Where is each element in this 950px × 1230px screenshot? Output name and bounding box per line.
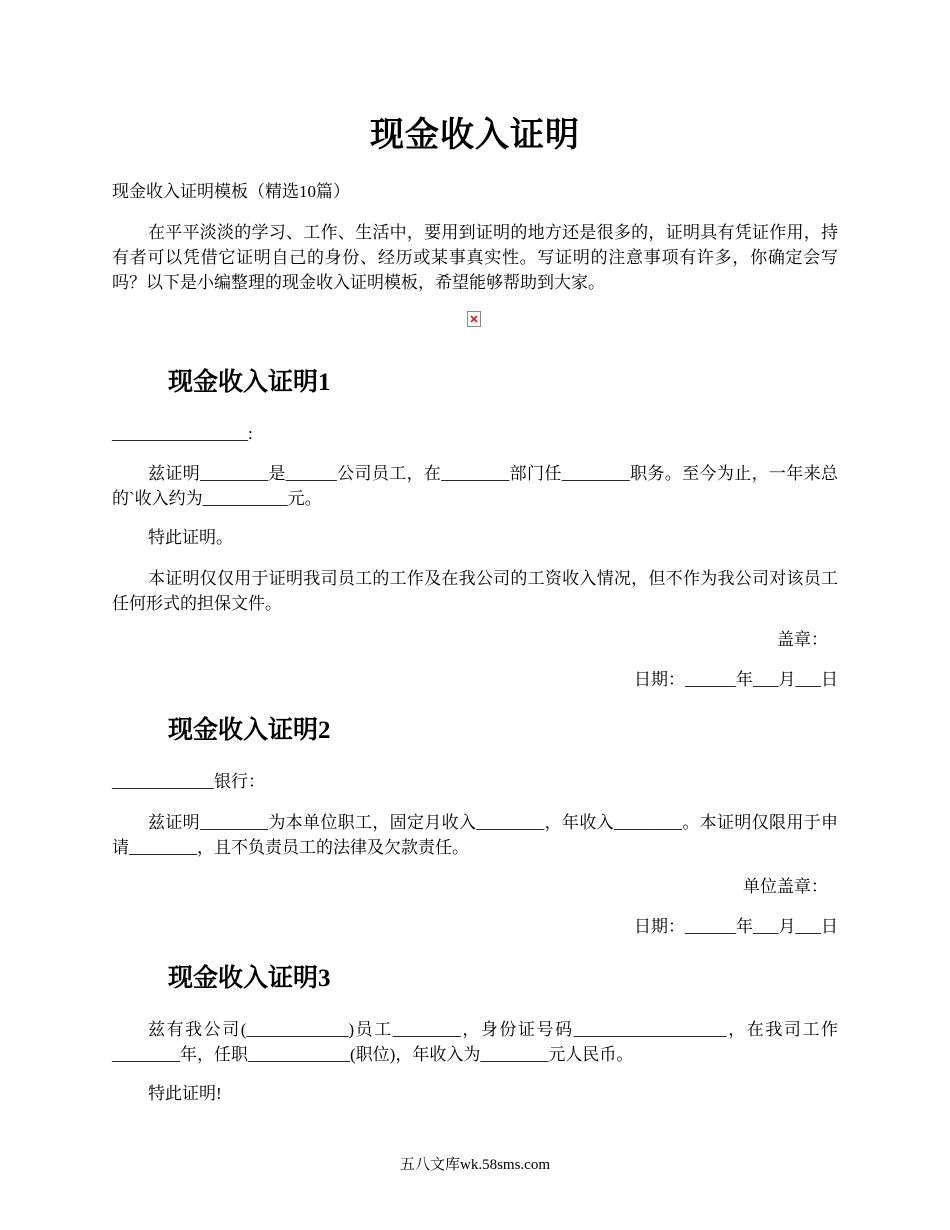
section-2-date: 日期：______年___月___日	[634, 917, 838, 936]
document-subtitle: 现金收入证明模板（精选10篇）	[112, 182, 350, 201]
section-1-date: 日期：______年___月___日	[634, 670, 838, 689]
document-title: 现金收入证明	[370, 117, 580, 154]
section-1-salutation: ________________:	[112, 424, 253, 443]
section-2-heading: 现金收入证明2	[168, 717, 331, 744]
section-2-body: 兹证明________为本单位职工，固定月收入________，年收入________。本证明仅限用于申请________，且不负责员工的法律及欠款责任。	[112, 813, 838, 857]
section-1-closing: 特此证明。	[148, 528, 233, 547]
intro-paragraph: 在平平淡淡的学习、工作、生活中，要用到证明的地方还是很多的，证明具有凭证作用，持有者可以凭借它证明自己的身份、经历或某事真实性。写证明的注意事项有许多，你确定会写吗？以下是小编整理的现金收入证明模板，希望能够帮助到大家。	[112, 223, 838, 292]
section-3-heading: 现金收入证明3	[168, 965, 331, 992]
broken-image-icon	[467, 311, 481, 327]
section-3-closing: 特此证明!	[148, 1084, 222, 1103]
section-2-seal: 单位盖章：	[743, 877, 828, 896]
section-1-heading: 现金收入证明1	[168, 369, 331, 396]
section-1-body: 兹证明________是______公司员工，在________部门任________职务。至今为止，一年来总的`收入约为__________元。	[112, 464, 838, 508]
section-2-salutation: ____________银行：	[112, 772, 265, 791]
section-1-seal: 盖章：	[777, 630, 828, 649]
section-3-body: 兹有我公司(____________)员工________，身份证号码__________________，在我司工作________年，任职____________(职位)，年收入为________元人民币。	[112, 1020, 838, 1064]
section-1-disclaimer: 本证明仅仅用于证明我司员工的工作及在我公司的工资收入情况，但不作为我公司对该员工任何形式的担保文件。	[112, 569, 838, 613]
footer-watermark: 五八文库wk.58sms.com	[399, 1157, 550, 1173]
